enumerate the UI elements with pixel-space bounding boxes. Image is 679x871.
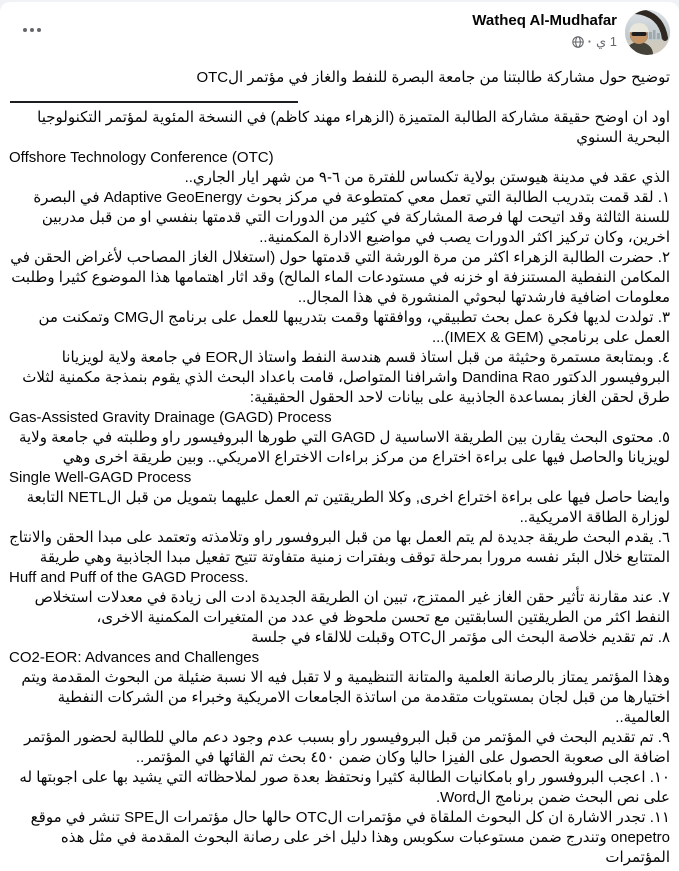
post-header <box>9 10 670 63</box>
meta-separator: · <box>587 34 592 49</box>
post-paragraph: ١١. تجدر الاشارة ان كل البحوث الملقاة في مؤتمرات الOTC حالها حال مؤتمرات الSPE تنشر في موقع onepetro وتندرج ضمن مستوعبات سكوبس وهذا دليل اخر على رصانة البحوث المقدمة في مثل هذه المؤتمرات <box>30 809 670 866</box>
post-paragraph: ٩. تم تقديم البحث في المؤتمر من قبل البروفيسور راو بسبب عدم وجود دعم مالي للطالبة لحضور المؤتمر اضافة الى صعوبة الحصول على الفيزا حاليا وكان ضمن ٤٥٠ بحث تم القائها في المؤتمر.. <box>24 729 670 766</box>
post-paragraph: الذي عقد في مدينة هيوستن بولاية تكساس للفترة من ٦-٩ من شهر ايار الجاري.. <box>184 169 670 186</box>
post-paragraph: ١٠. اعجب البروفسور راو بامكانيات الطالبة كثيرا ونحتفظ بعدة صور لملاحظاته التي يشيد بها على اجوبتها له على نص البحث ضمن برنامج الWord. <box>19 769 670 806</box>
header-identity <box>472 10 670 55</box>
post-paragraph: Single Well-GAGD Process <box>9 469 192 486</box>
post-paragraph: ٧. عند مقارنة تأثير حقن الغاز غير الممتزج، تبين ان الطريقة الجديدة ادت الى زيادة في معدلات استخلاص النفط اكثر من الطريقتين السابقتين مع تحسن ملحوظ في عدد من المتغيرات المكمنية الاخرى، <box>34 589 670 626</box>
facebook-post <box>0 2 679 871</box>
post-meta <box>472 33 617 50</box>
header-text <box>472 10 617 50</box>
post-body <box>9 88 670 868</box>
profile-photo <box>625 10 670 55</box>
post-options-button[interactable] <box>19 24 45 36</box>
post-title: توضيح حول مشاركة طالبتنا من جامعة البصرة للنفط والغاز في مؤتمر الOTC <box>196 69 670 86</box>
post-paragraph: Gas-Assisted Gravity Drainage (GAGD) Process <box>9 409 332 426</box>
post-paragraph: ٣. تولدت لديها فكرة عمل بحث تطبيقي، ووافقتها وقمت بتدريبها للعمل على برنامج الCMG وتمكنت من العمل على برنامجي (IMEX & GEM)... <box>38 309 670 346</box>
post-paragraph: ٥. محتوى البحث يقارن بين الطريقة الاساسية ل GAGD التي طورها البروفيسور راو وطلبته في جامعة ولاية لويزيانا والحاصل فيها على براءة اختراع من مركز براءات الاختراع الامريكي.. وبين طريقة اخرى وهي <box>18 429 670 466</box>
post-paragraph: CO2-EOR: Advances and Challenges <box>9 649 260 666</box>
post-paragraph: Huff and Puff of the GAGD Process. <box>9 569 249 586</box>
post-paragraph: ٨. تم تقديم خلاصة البحث الى مؤتمر الOTC وقبلت للالقاء في جلسة <box>251 629 670 646</box>
avatar[interactable] <box>625 10 670 55</box>
post-paragraph: Offshore Technology Conference (OTC) <box>9 149 274 166</box>
timestamp[interactable]: 1 ي <box>595 34 617 49</box>
post-paragraph: ١. لقد قمت بتدريب الطالبة التي تعمل معي كمتطوعة في مركز بحوث Adaptive GeoEnergy في البصرة للسنة الثالثة وقد اتيحت لها فرصة المشاركة في كثير من الدورات التي قدمتها بنفسي او من قبل مدربين اخرين، وكان تركيز اكثر الدورات يصب في مواضيع الادارة المكمنية.. <box>33 189 670 246</box>
post-text <box>9 68 670 868</box>
globe-icon <box>572 36 584 48</box>
post-paragraph: ٢. حضرت الطالبة الزهراء اكثر من مرة الورشة التي قدمتها حول (استغلال الغاز المصاحب لأغراض الحقن في المكامن النفطية المستنزفة او خزنه في مستودعات الماء المالح) وقد اثار اهتمامها هذا الموضوع كثيرا وطلبت معلومات اضافية فارشدتها لبحوثي المنشورة في هذا المجال.. <box>10 249 670 306</box>
author-name[interactable]: Watheq Al-Mudhafar <box>472 12 617 29</box>
post-paragraph: وايضا حاصل فيها على براءة اختراع اخرى, وكلا الطريقتين تم العمل عليهما بتمويل من قبل الNETL التابعة لوزارة الطاقة الامريكية.. <box>26 489 670 526</box>
post-paragraph: اود ان اوضح حقيقة مشاركة الطالبة المتميزة (الزهراء مهند كاظم) في النسخة المئوية لمؤتمر التكنولوجيا البحرية السنوي <box>37 109 670 146</box>
post-paragraph: ٤. وبمتابعة مستمرة وحثيثة من قبل استاذ قسم هندسة النفط واستاذ الEOR في جامعة ولاية لويزيانا البروفيسور الدكتور Dandina Rao واشرافنا المتواصل، قامت باعداد البحث الذي يقوم بنمذجة مكمنية لثلاث طرق لحقن الغاز بمساعدة الجاذبية على بيانات لاحد الحقول الحقيقية: <box>22 349 670 406</box>
post-paragraph: ٦. يقدم البحث طريقة جديدة لم يتم العمل بها من قبل البروفسور راو وتلامذته وتعتمد على مبدا الحقن والانتاج المتتابع خلال البئر نفسه مرورا بمرحلة توقف وبفترات زمنية متفاوتة تتيح تفعيل مبدا الجاذبية وهي طريقة <box>9 529 670 566</box>
post-paragraph: وهذا المؤتمر يمتاز بالرصانة العلمية والمتانة التنظيمية و لا تقبل فيه الا نسبة ضئيلة من البحوث المقدمة ويتم اختيارها من قبل لجان بمستويات متقدمة من اساتذة الجامعات الامريكية وخبراء من الشركات النفطية العالمية.. <box>21 669 670 726</box>
three-dots-icon <box>23 28 41 32</box>
divider-line <box>9 88 670 108</box>
